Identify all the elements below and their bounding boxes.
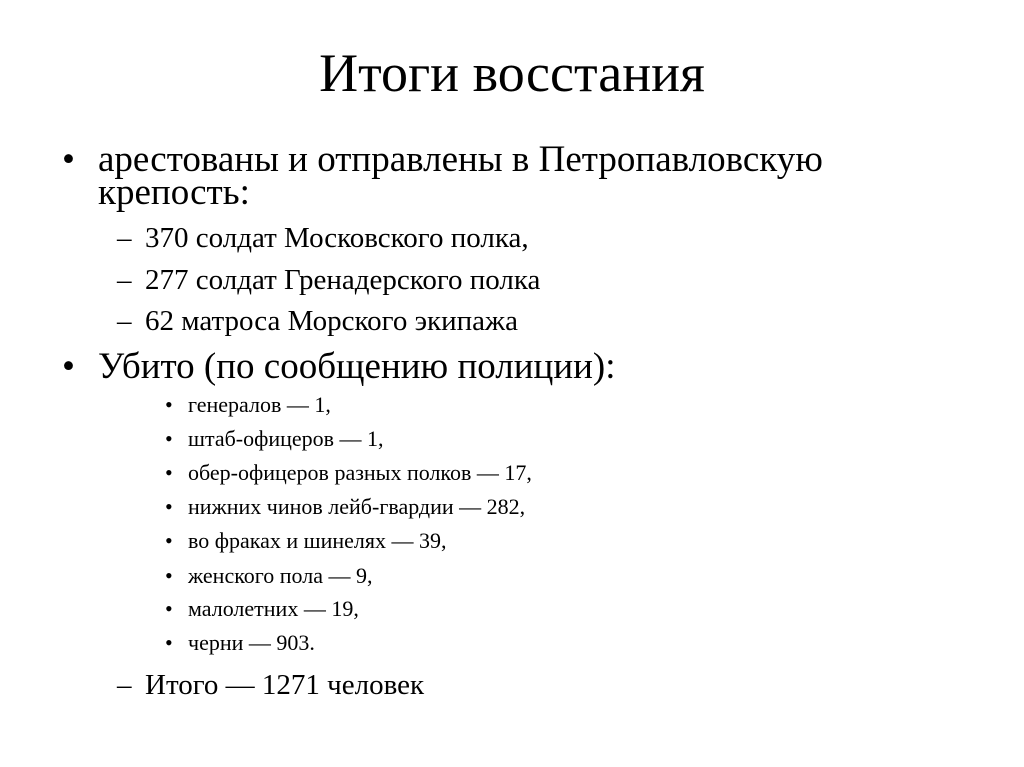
slide-title: Итоги восстания [319,43,705,103]
dash-icon: – [117,669,132,701]
sub-sub-item [165,562,373,590]
dash-icon: – [117,222,132,254]
dash-icon: – [117,305,132,337]
bullet-icon: • [165,426,173,451]
item-text: Убито (по сообщению полиции): [98,346,616,387]
bullet-icon: • [165,630,173,655]
bullet-icon: • [165,563,173,588]
bullet-icon: • [165,392,173,417]
item-text: черни — 903. [188,630,315,655]
sub-item [117,221,529,255]
item-text: во фраках и шинелях — 39, [188,528,447,553]
item-text: крепость: [98,172,250,213]
item-text: генералов — 1, [188,392,331,417]
bullet-icon: • [62,139,75,180]
item-text: 62 матроса Морского экипажа [145,305,518,337]
sub-item [117,263,541,297]
sub-sub-item [165,459,532,487]
item-text: нижних чинов лейб-гвардии — 282, [188,494,526,519]
item-text: женского пола — 9, [188,563,373,588]
item-text: малолетних — 19, [188,596,359,621]
sub-sub-item [165,391,331,419]
bullet-icon: • [62,346,75,387]
item-text: 277 солдат Гренадерского полка [145,264,541,296]
sub-item-total [117,668,425,702]
sub-sub-item [165,595,359,623]
bullet-icon: • [165,460,173,485]
sub-sub-item [165,629,315,657]
bullet-icon: • [165,494,173,519]
item-text: обер-офицеров разных полков — 17, [188,460,532,485]
item-text: Итого — 1271 человек [145,669,425,701]
bullet-icon: • [165,528,173,553]
bullet-item [62,346,616,387]
item-text: арестованы и отправлены в Петропавловскую [98,139,823,180]
item-text: штаб-офицеров — 1, [188,426,384,451]
bullet-icon: • [165,596,173,621]
sub-sub-item [165,527,447,555]
dash-icon: – [117,264,132,296]
sub-sub-item [165,493,526,521]
bullet-item-continuation [98,173,250,213]
sub-item [117,304,518,338]
item-text: 370 солдат Московского полка, [145,222,529,254]
sub-sub-item [165,425,384,453]
